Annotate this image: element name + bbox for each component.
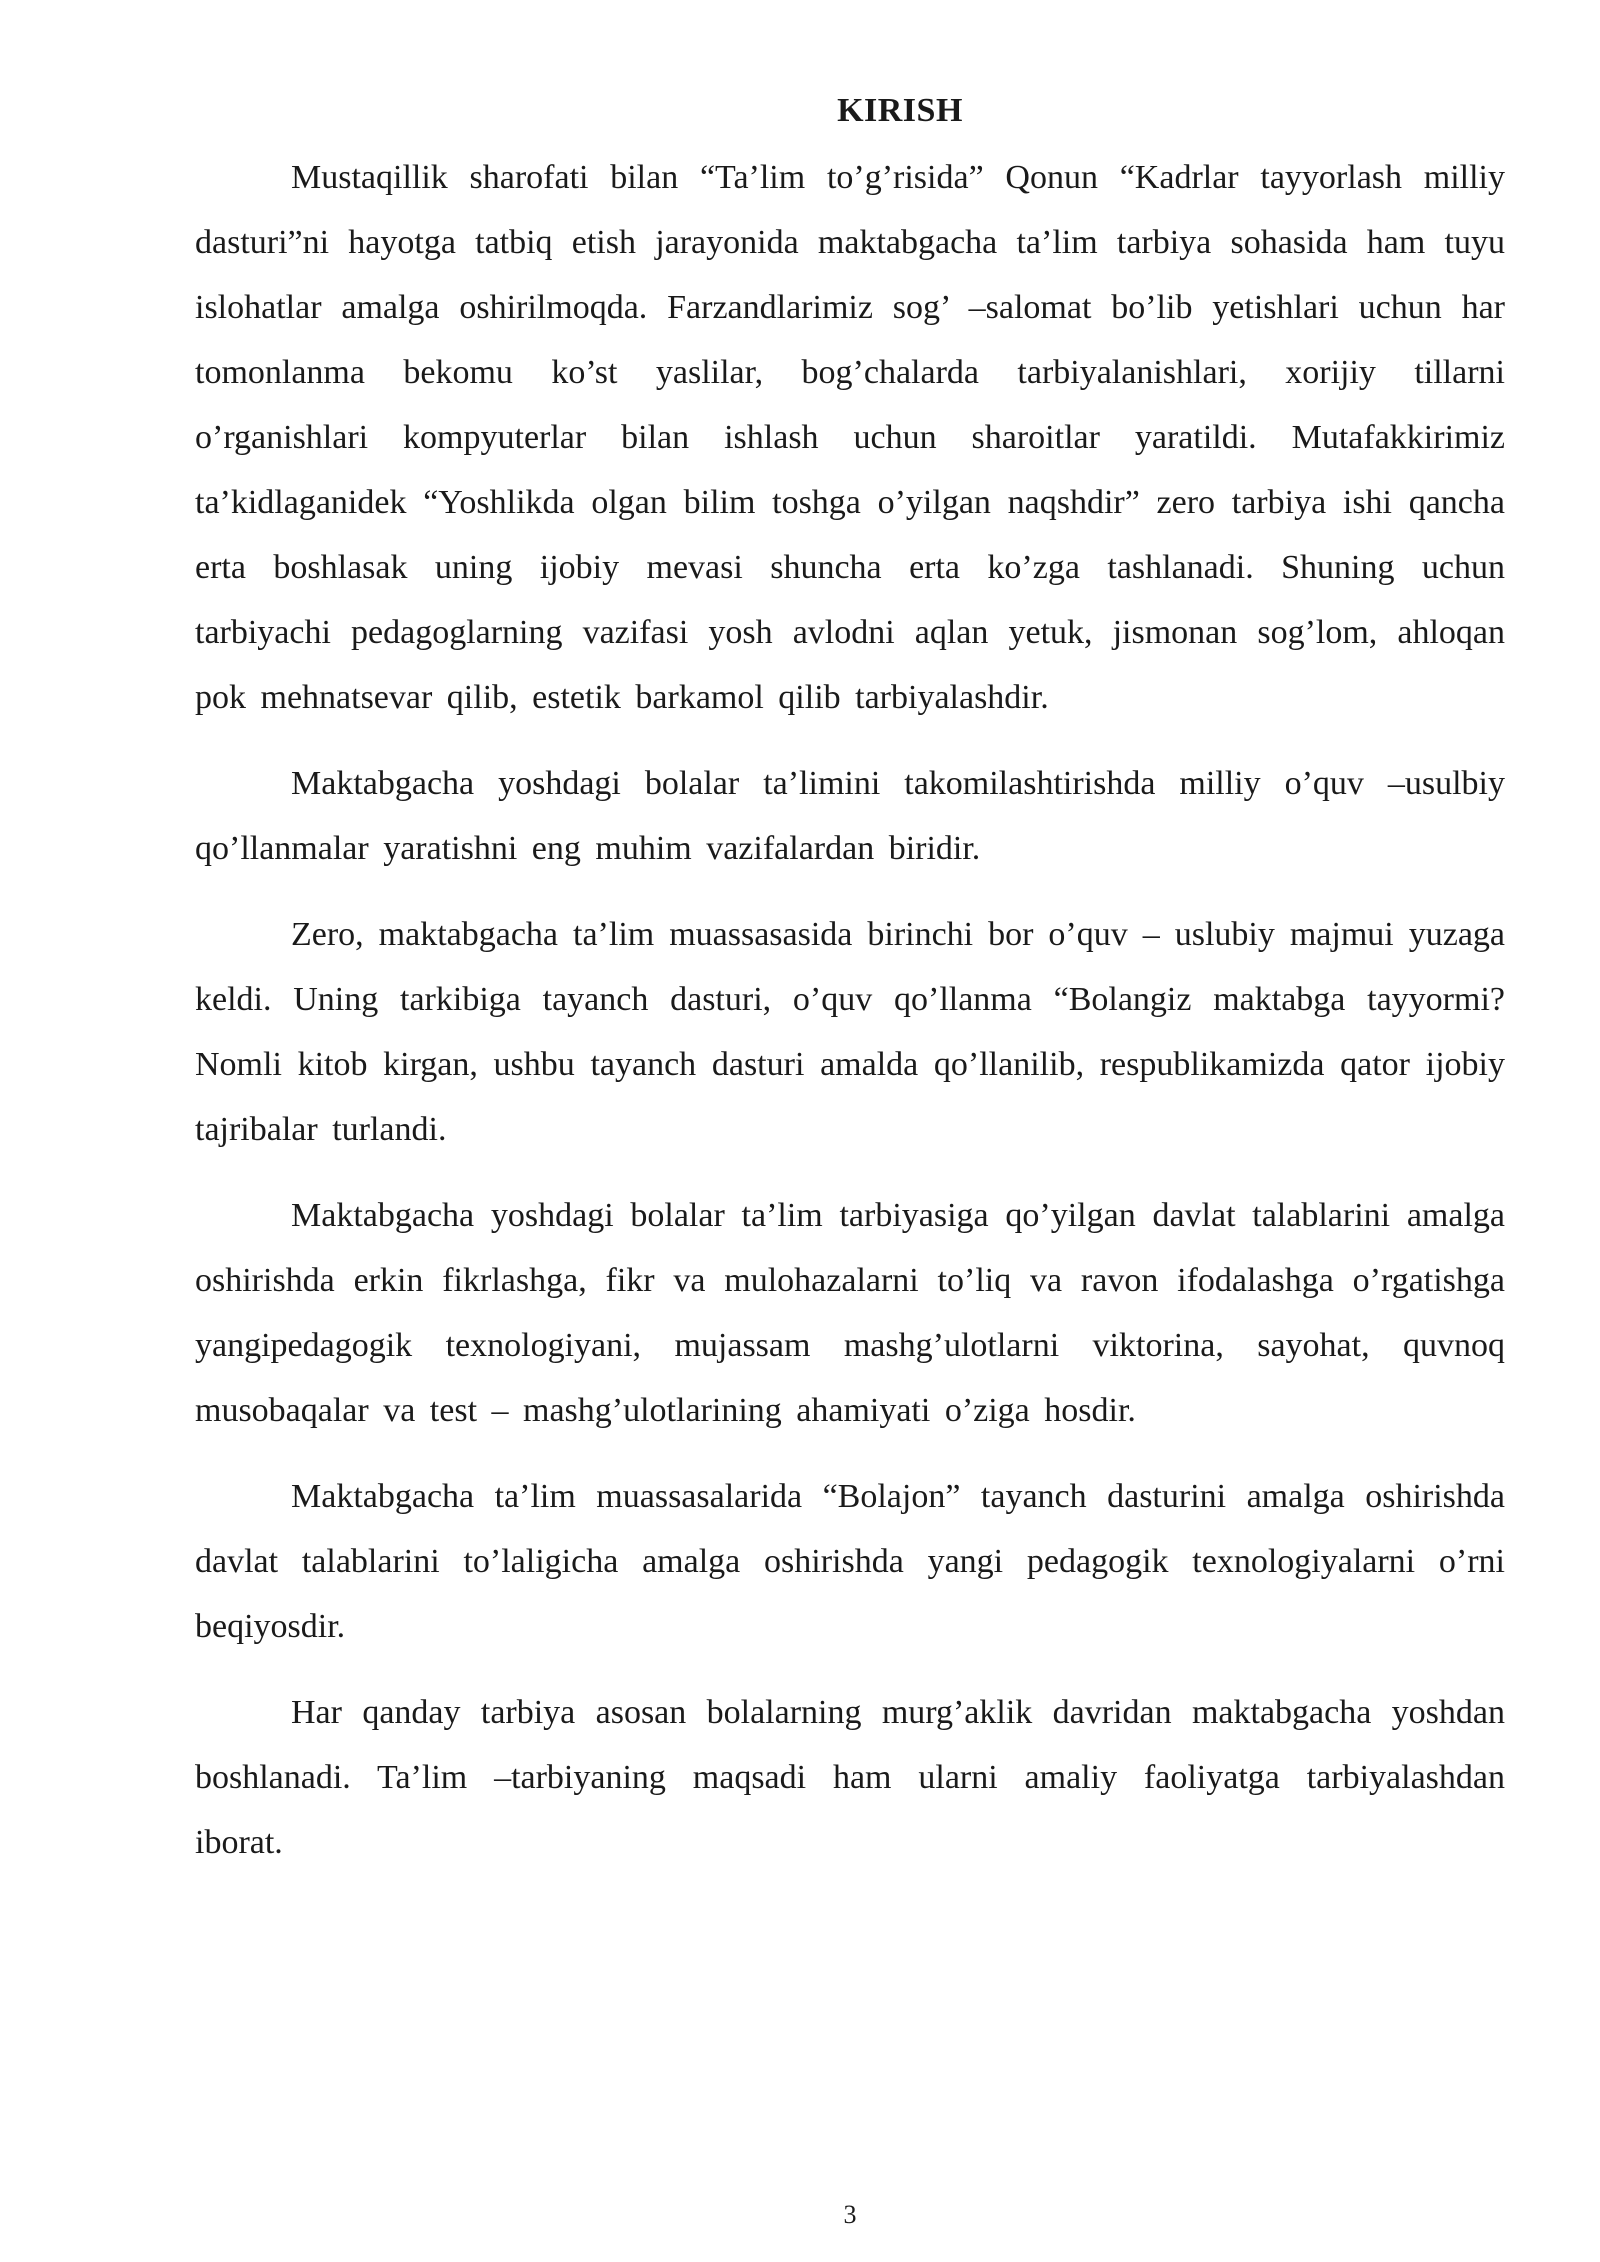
paragraph: Zero, maktabgacha ta’lim muassasasida birinchi bor o’quv – uslubiy majmui yuzaga keldi. Uning tarkibiga tayanch dasturi, o’quv qo’llanma “Bolangiz maktabga tayyormi? Nomli kitob kirgan, ushbu tayanch dasturi amalda qo’llanilib, respublikamizda qator ijobiy tajribalar turlandi. bbox=[195, 916, 1505, 1148]
paragraph: Maktabgacha yoshdagi bolalar ta’limini takomilashtirishda milliy o’quv –usulbiy qo’llanmalar yaratishni eng muhim vazifalardan biridir. bbox=[195, 765, 1505, 867]
paragraph: Mustaqillik sharofati bilan “Ta’lim to’g’risida” Qonun “Kadrlar tayyorlash milliy dasturi”ni hayotga tatbiq etish jarayonida maktabgacha ta’lim tarbiya sohasida ham tuyu islohatlar amalga oshirilmoqda. Farzandlarimiz sog’ –salomat bo’lib yetishlari uchun har tomonlanma bekomu ko’st yaslilar, bog’chalarda tarbiyalanishlari, xorijiy tillarni o’rganishlari kompyuterlar bilan ishlash uchun sharoitlar yaratildi. Mutafakkirimiz ta’kidlaganidek “Yoshlikda olgan bilim toshga o’yilgan naqshdir” zero tarbiya ishi qancha erta boshlasak uning ijobiy mevasi shuncha erta ko’zga tashlanadi. Shuning uchun tarbiyachi pedagoglarning vazifasi yosh avlodni aqlan yetuk, jismonan sog’lom, ahloqan pok mehnatsevar qilib, estetik barkamol qilib tarbiyalashdir. bbox=[195, 159, 1505, 716]
paragraph: Maktabgacha ta’lim muassasalarida “Bolajon” tayanch dasturini amalga oshirishda davlat talablarini to’laligicha amalga oshirishda yangi pedagogik texnologiyalarni o’rni beqiyosdir. bbox=[195, 1478, 1505, 1645]
paragraph: Har qanday tarbiya asosan bolalarning murg’aklik davridan maktabgacha yoshdan boshlanadi. Ta’lim –tarbiyaning maqsadi ham ularni amaliy faoliyatga tarbiyalashdan iborat. bbox=[195, 1694, 1505, 1861]
paragraph: Maktabgacha yoshdagi bolalar ta’lim tarbiyasiga qo’yilgan davlat talablarini amalga oshirishda erkin fikrlashga, fikr va mulohazalarni to’liq va ravon ifodalashga o’rgatishga yangipedagogik texnologiyani, mujassam mashg’ulotlarni viktorina, sayohat, quvnoq musobaqalar va test – mashg’ulotlarining ahamiyati o’ziga hosdir. bbox=[195, 1197, 1505, 1429]
page-number: 3 bbox=[843, 2200, 857, 2229]
page-title: KIRISH bbox=[837, 92, 963, 129]
document-body bbox=[195, 145, 1505, 1875]
